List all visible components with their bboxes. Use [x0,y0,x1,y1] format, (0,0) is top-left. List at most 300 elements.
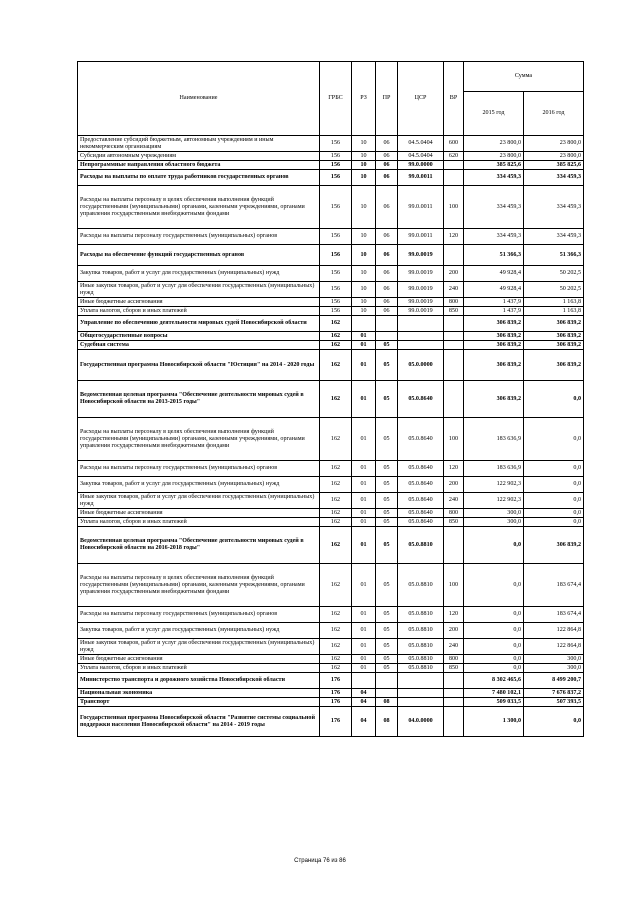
row-sum-2016: 306 839,2 [524,332,584,341]
row-vr: 200 [444,623,464,639]
row-vr: 800 [444,655,464,664]
row-pr: 05 [376,461,398,477]
row-sum-2016: 1 163,8 [524,298,584,307]
row-pr: 06 [376,186,398,229]
row-sum-2016: 0,0 [524,493,584,509]
row-grbs: 162 [320,418,352,461]
row-name: Министерство транспорта и дорожного хозяйства Новосибирской области [78,673,320,689]
row-sum-2016: 122 864,8 [524,639,584,655]
row-csr: 05.0.8810 [398,607,444,623]
row-grbs: 156 [320,229,352,245]
row-pr: 05 [376,341,398,350]
row-csr: 99.0.0019 [398,266,444,282]
row-sum-2015: 334 459,3 [464,186,524,229]
table-row [78,607,584,623]
row-rz: 01 [352,664,376,673]
row-csr: 99.0.0019 [398,307,444,316]
header-rz: РЗ [352,62,376,136]
row-name: Расходы на выплаты персоналу государственных (муниципальных) органов [78,461,320,477]
row-rz: 10 [352,186,376,229]
row-vr: 850 [444,518,464,527]
row-sum-2016: 300,0 [524,655,584,664]
row-rz: 10 [352,307,376,316]
row-vr: 240 [444,639,464,655]
row-vr [444,245,464,266]
row-csr: 04.5.0404 [398,152,444,161]
table-row [78,707,584,737]
row-pr: 05 [376,477,398,493]
row-sum-2016: 300,0 [524,664,584,673]
row-csr: 05.0.8810 [398,527,444,564]
row-rz: 04 [352,698,376,707]
row-name: Расходы на выплаты персоналу государственных (муниципальных) органов [78,607,320,623]
table-row [78,461,584,477]
table-row [78,245,584,266]
row-rz: 01 [352,332,376,341]
row-grbs: 162 [320,623,352,639]
row-name: Субсидии автономным учреждениям [78,152,320,161]
row-pr [376,316,398,332]
header-2016: 2016 год [524,92,584,136]
row-rz: 01 [352,518,376,527]
row-csr: 05.0.8810 [398,655,444,664]
table-row [78,527,584,564]
row-sum-2015: 183 636,9 [464,418,524,461]
row-sum-2015: 122 902,3 [464,493,524,509]
table-row [78,298,584,307]
row-grbs: 156 [320,161,352,170]
row-rz: 10 [352,298,376,307]
row-sum-2015: 1 437,9 [464,307,524,316]
row-pr: 05 [376,607,398,623]
row-csr [398,316,444,332]
row-sum-2015: 8 302 465,6 [464,673,524,689]
row-sum-2015: 385 825,6 [464,161,524,170]
row-vr [444,350,464,381]
row-rz: 01 [352,564,376,607]
row-sum-2016: 306 839,2 [524,316,584,332]
row-sum-2016: 8 499 200,7 [524,673,584,689]
row-pr [376,332,398,341]
row-sum-2016: 306 839,2 [524,527,584,564]
row-vr: 120 [444,461,464,477]
row-sum-2016: 183 674,4 [524,607,584,623]
row-csr [398,332,444,341]
row-vr: 850 [444,307,464,316]
row-grbs: 162 [320,477,352,493]
row-sum-2015: 306 839,2 [464,381,524,418]
row-pr [376,673,398,689]
row-sum-2015: 51 366,3 [464,245,524,266]
row-vr [444,673,464,689]
row-vr: 100 [444,186,464,229]
row-vr [444,332,464,341]
row-grbs: 162 [320,527,352,564]
row-sum-2015: 300,0 [464,509,524,518]
row-grbs: 176 [320,673,352,689]
row-name: Ведомственная целевая программа "Обеспечение деятельности мировых судей в Новосибирской области на 2013-2015 годы" [78,381,320,418]
row-rz: 10 [352,152,376,161]
row-csr: 99.0.0011 [398,229,444,245]
row-name: Расходы на выплаты персоналу в целях обеспечения выполнения функций государственными (муниципальными) органами, казенными учреждениями, органами управления государственными внебюджетными фондами [78,564,320,607]
row-sum-2016: 122 864,8 [524,623,584,639]
row-rz: 10 [352,170,376,186]
row-pr: 05 [376,418,398,461]
row-vr [444,698,464,707]
row-name: Иные бюджетные ассигнования [78,509,320,518]
row-grbs: 162 [320,564,352,607]
row-rz: 10 [352,229,376,245]
row-sum-2015: 306 839,2 [464,332,524,341]
row-grbs: 162 [320,664,352,673]
row-csr: 05.0.8640 [398,493,444,509]
table-row [78,698,584,707]
row-name: Расходы на обеспечение функций государственных органов [78,245,320,266]
table-row [78,316,584,332]
row-sum-2016: 0,0 [524,461,584,477]
row-name: Государственная программа Новосибирской области "Развитие системы социальной поддержки населения Новосибирской области" на 2014 - 2019 годы [78,707,320,737]
row-csr: 05.0.8640 [398,477,444,493]
row-vr [444,381,464,418]
row-sum-2016: 183 674,4 [524,564,584,607]
header-sum: Сумма [464,62,584,92]
row-grbs: 162 [320,518,352,527]
row-grbs: 156 [320,282,352,298]
row-grbs: 176 [320,689,352,698]
row-name: Иные закупки товаров, работ и услуг для обеспечения государственных (муниципальных) нужд [78,639,320,655]
row-rz: 01 [352,527,376,564]
row-pr: 05 [376,493,398,509]
row-pr: 05 [376,664,398,673]
row-name: Транспорт [78,698,320,707]
row-sum-2015: 0,0 [464,639,524,655]
row-pr: 06 [376,229,398,245]
row-sum-2015: 49 928,4 [464,266,524,282]
row-sum-2015: 0,0 [464,664,524,673]
table-row [78,136,584,152]
row-pr: 05 [376,564,398,607]
row-pr: 05 [376,381,398,418]
row-rz: 10 [352,266,376,282]
row-csr: 99.0.0011 [398,170,444,186]
row-csr [398,673,444,689]
row-vr: 120 [444,229,464,245]
row-grbs: 162 [320,332,352,341]
row-vr: 800 [444,509,464,518]
row-sum-2015: 334 459,3 [464,170,524,186]
row-grbs: 162 [320,607,352,623]
row-csr: 05.0.8640 [398,509,444,518]
row-pr: 05 [376,350,398,381]
row-csr: 05.0.8810 [398,564,444,607]
row-sum-2016: 7 676 837,2 [524,689,584,698]
row-grbs: 162 [320,655,352,664]
row-grbs: 162 [320,350,352,381]
row-vr: 620 [444,152,464,161]
row-grbs: 156 [320,152,352,161]
row-sum-2016: 507 393,5 [524,698,584,707]
row-vr [444,316,464,332]
row-pr: 06 [376,266,398,282]
row-vr: 120 [444,607,464,623]
row-sum-2015: 306 839,2 [464,350,524,381]
row-sum-2016: 0,0 [524,418,584,461]
table-row [78,266,584,282]
row-rz: 04 [352,689,376,698]
table-row [78,381,584,418]
row-vr: 100 [444,564,464,607]
row-pr: 06 [376,161,398,170]
row-csr: 05.0.8810 [398,639,444,655]
row-grbs: 176 [320,698,352,707]
row-csr: 05.0.8640 [398,518,444,527]
row-csr: 05.0.0000 [398,350,444,381]
row-grbs: 156 [320,170,352,186]
row-name: Расходы на выплаты персоналу в целях обеспечения выполнения функций государственными (муниципальными) органами, казенными учреждениями, органами управления государственными внебюджетными фондами [78,418,320,461]
table-row [78,350,584,381]
row-sum-2015: 0,0 [464,655,524,664]
table-row [78,161,584,170]
row-csr [398,689,444,698]
row-vr: 800 [444,298,464,307]
row-csr: 05.0.8810 [398,664,444,673]
row-sum-2016: 51 366,3 [524,245,584,266]
header-2015: 2015 год [464,92,524,136]
row-csr: 04.0.0000 [398,707,444,737]
row-name: Закупка товаров, работ и услуг для государственных (муниципальных) нужд [78,623,320,639]
row-sum-2016: 23 800,0 [524,136,584,152]
row-name: Уплата налогов, сборов и иных платежей [78,307,320,316]
table-row [78,689,584,698]
header-vr: ВР [444,62,464,136]
row-sum-2015: 306 839,2 [464,341,524,350]
row-pr: 05 [376,518,398,527]
row-sum-2015: 300,0 [464,518,524,527]
row-name: Непрограммные направления областного бюджета [78,161,320,170]
row-name: Судебная система [78,341,320,350]
row-csr: 04.5.0404 [398,136,444,152]
row-grbs: 156 [320,136,352,152]
row-grbs: 162 [320,493,352,509]
row-pr: 06 [376,307,398,316]
row-pr: 05 [376,623,398,639]
row-csr: 05.0.8640 [398,461,444,477]
header-name: Наименование [78,62,320,136]
row-grbs: 156 [320,186,352,229]
row-name: Иные закупки товаров, работ и услуг для обеспечения государственных (муниципальных) нужд [78,493,320,509]
row-name: Закупка товаров, работ и услуг для государственных (муниципальных) нужд [78,266,320,282]
row-sum-2015: 334 459,3 [464,229,524,245]
row-name: Общегосударственные вопросы [78,332,320,341]
table-row [78,418,584,461]
row-grbs: 156 [320,266,352,282]
header-pr: ПР [376,62,398,136]
table-row [78,477,584,493]
row-sum-2015: 23 800,0 [464,152,524,161]
row-rz [352,316,376,332]
row-rz [352,673,376,689]
row-rz: 01 [352,477,376,493]
row-name: Расходы на выплаты по оплате труда работников государственных органов [78,170,320,186]
row-rz: 01 [352,607,376,623]
row-name: Предоставление субсидий бюджетным, автономным учреждениям и иным некоммерческим организациям [78,136,320,152]
row-vr: 600 [444,136,464,152]
table-row [78,307,584,316]
row-sum-2016: 50 202,5 [524,266,584,282]
row-sum-2015: 306 839,2 [464,316,524,332]
row-sum-2015: 0,0 [464,527,524,564]
row-pr: 08 [376,707,398,737]
row-sum-2016: 1 163,8 [524,307,584,316]
row-rz: 01 [352,509,376,518]
row-vr [444,170,464,186]
row-name: Иные бюджетные ассигнования [78,298,320,307]
row-name: Иные закупки товаров, работ и услуг для обеспечения государственных (муниципальных) нужд [78,282,320,298]
table-row [78,564,584,607]
row-rz: 01 [352,623,376,639]
row-grbs: 162 [320,381,352,418]
row-rz: 01 [352,639,376,655]
row-rz: 01 [352,350,376,381]
row-vr: 200 [444,477,464,493]
row-csr: 05.0.8640 [398,381,444,418]
row-name: Управление по обеспечению деятельности мировых судей Новосибирской области [78,316,320,332]
row-vr: 850 [444,664,464,673]
row-grbs: 162 [320,341,352,350]
row-pr: 06 [376,245,398,266]
row-name: Ведомственная целевая программа "Обеспечение деятельности мировых судей в Новосибирской области на 2016-2018 годы" [78,527,320,564]
table-row [78,282,584,298]
row-grbs: 156 [320,245,352,266]
row-pr: 06 [376,152,398,161]
row-grbs: 156 [320,307,352,316]
row-sum-2015: 23 800,0 [464,136,524,152]
row-vr [444,341,464,350]
row-sum-2015: 122 902,3 [464,477,524,493]
row-sum-2016: 306 839,2 [524,350,584,381]
row-rz: 04 [352,707,376,737]
table-row [78,664,584,673]
header-grbs: ГРБС [320,62,352,136]
row-sum-2015: 509 033,5 [464,698,524,707]
header-csr: ЦСР [398,62,444,136]
row-rz: 01 [352,381,376,418]
row-pr: 08 [376,698,398,707]
row-sum-2016: 385 825,6 [524,161,584,170]
row-sum-2016: 334 459,3 [524,170,584,186]
row-vr [444,527,464,564]
row-sum-2016: 0,0 [524,477,584,493]
row-pr: 05 [376,639,398,655]
row-vr [444,689,464,698]
row-csr: 99.0.0019 [398,298,444,307]
row-rz: 01 [352,493,376,509]
table-row [78,623,584,639]
row-vr: 240 [444,282,464,298]
row-name: Закупка товаров, работ и услуг для государственных (муниципальных) нужд [78,477,320,493]
budget-table [77,61,584,737]
row-sum-2016: 306 839,2 [524,341,584,350]
row-rz: 01 [352,418,376,461]
row-name: Уплата налогов, сборов и иных платежей [78,518,320,527]
table-row [78,509,584,518]
budget-table-body [78,136,584,737]
row-name: Государственная программа Новосибирской области "Юстиция" на 2014 - 2020 годы [78,350,320,381]
row-csr: 99.0.0011 [398,186,444,229]
row-name: Уплата налогов, сборов и иных платежей [78,664,320,673]
row-sum-2015: 1 300,0 [464,707,524,737]
row-csr: 05.0.8640 [398,418,444,461]
table-row [78,152,584,161]
row-vr [444,161,464,170]
row-name: Расходы на выплаты персоналу государственных (муниципальных) органов [78,229,320,245]
row-sum-2015: 0,0 [464,623,524,639]
table-row [78,229,584,245]
row-pr: 06 [376,136,398,152]
table-row [78,341,584,350]
row-rz: 01 [352,655,376,664]
table-row [78,655,584,664]
row-sum-2016: 0,0 [524,509,584,518]
row-sum-2016: 0,0 [524,381,584,418]
row-vr: 200 [444,266,464,282]
row-vr [444,707,464,737]
row-sum-2016: 0,0 [524,707,584,737]
table-row [78,493,584,509]
row-name: Национальная экономика [78,689,320,698]
row-rz: 01 [352,461,376,477]
row-rz: 10 [352,161,376,170]
row-grbs: 162 [320,509,352,518]
row-sum-2015: 49 928,4 [464,282,524,298]
row-grbs: 176 [320,707,352,737]
row-pr: 06 [376,170,398,186]
row-rz: 10 [352,245,376,266]
row-pr: 05 [376,527,398,564]
row-name: Расходы на выплаты персоналу в целях обеспечения выполнения функций государственными (муниципальными) органами, казенными учреждениями, органами управления государственными внебюджетными фондами [78,186,320,229]
row-grbs: 156 [320,298,352,307]
table-row [78,186,584,229]
row-sum-2015: 0,0 [464,607,524,623]
row-vr: 240 [444,493,464,509]
row-csr [398,341,444,350]
row-sum-2016: 23 800,0 [524,152,584,161]
table-row [78,518,584,527]
row-grbs: 162 [320,461,352,477]
table-row [78,673,584,689]
row-pr: 06 [376,282,398,298]
row-rz: 10 [352,282,376,298]
row-pr: 05 [376,655,398,664]
row-sum-2015: 183 636,9 [464,461,524,477]
row-csr: 05.0.8810 [398,623,444,639]
table-row [78,332,584,341]
table-row [78,170,584,186]
row-vr: 100 [444,418,464,461]
row-grbs: 162 [320,639,352,655]
row-csr: 99.0.0019 [398,282,444,298]
row-sum-2015: 7 480 102,1 [464,689,524,698]
row-csr [398,698,444,707]
table-row [78,639,584,655]
row-sum-2016: 0,0 [524,518,584,527]
row-sum-2015: 0,0 [464,564,524,607]
row-csr: 99.0.0019 [398,245,444,266]
row-pr: 05 [376,509,398,518]
row-pr: 06 [376,298,398,307]
row-sum-2016: 334 459,3 [524,229,584,245]
row-grbs: 162 [320,316,352,332]
